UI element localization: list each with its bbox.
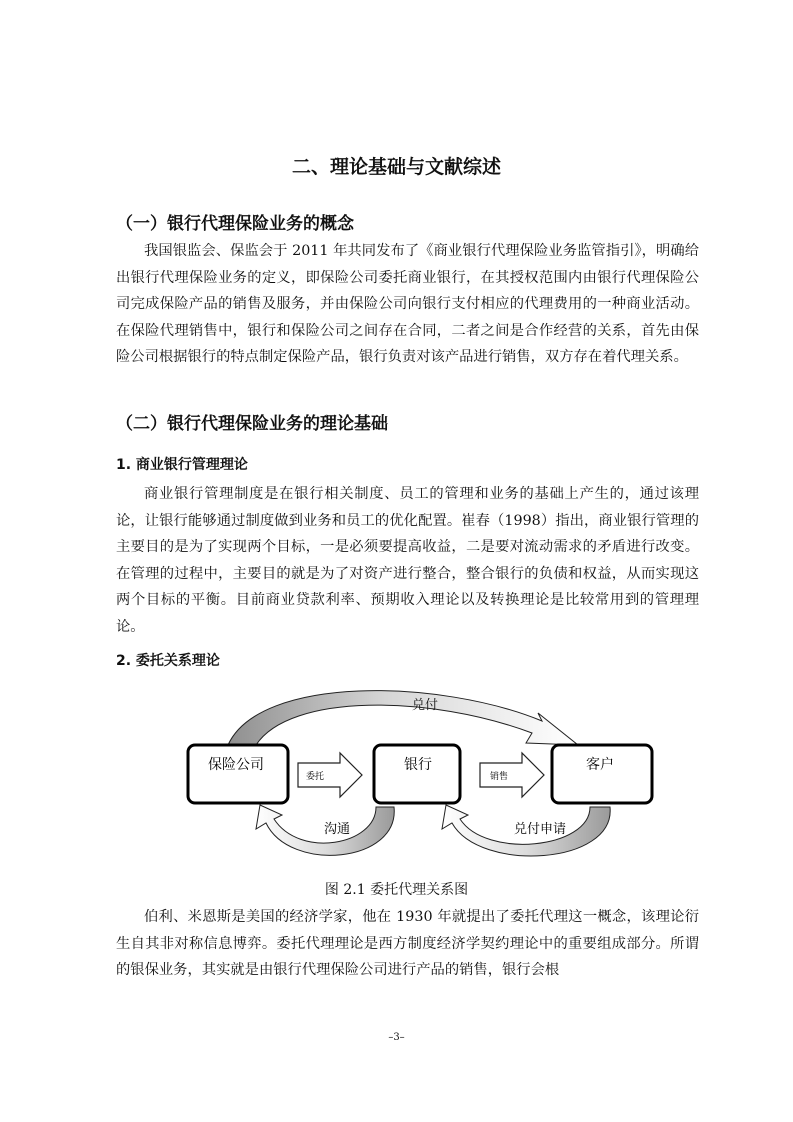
box-bank-label: 银行 — [404, 757, 432, 773]
box-insurer-label: 保险公司 — [208, 757, 264, 773]
top-curved-arrow — [228, 691, 578, 745]
box-insurer — [188, 745, 288, 803]
label-communication: 沟通 — [324, 822, 351, 837]
figure-caption: 图 2.1 委托代理关系图 — [324, 882, 469, 898]
subheading-bank-management: 1. 商业银行管理理论 — [116, 457, 248, 473]
section-heading-concept: （一）银行代理保险业务的概念 — [116, 214, 354, 234]
agency-relationship-diagram — [180, 683, 660, 868]
paragraph-agency-theory: 伯利、米恩斯是美国的经济学家，他在 1930 年就提出了委托代理这一概念，该理论衍生自其非对称信息博弈。委托代理理论是西方制度经济学契约理论中的重要组成部分。所谓的银保业务，其实就是由银行代理保险公司进行产品的销售，银行会根 — [116, 909, 699, 978]
paragraph-concept: 我国银监会、保监会于 2011 年共同发布了《商业银行代理保险业务监管指引》，明确给出银行代理保险业务的定义，即保险公司委托商业银行，在其授权范围内由银行代理保险公司完成保险产品的销售及服务，并由保险公司向银行支付相应的代理费用的一种商业活动。在保险代理销售中，银行和保险公司之间存在合同，二者之间是合作经营的关系，首先由保险公司根据银行的特点制定保险产品，银行负责对该产品进行销售，双方存在着代理关系。 — [116, 243, 699, 365]
box-customer-label: 客户 — [586, 757, 614, 773]
page-number: –3– — [388, 1032, 405, 1043]
paragraph-bank-management: 商业银行管理制度是在银行相关制度、员工的管理和业务的基础上产生的，通过该理论，让银行能够通过制度做到业务和员工的优化配置。崔春（1998）指出，商业银行管理的主要目的是为了实现两个目标，一是必须要提高收益，二是要对流动需求的矛盾进行改变。在管理的过程中，主要目的就是为了对资产进行整合，整合银行的负债和权益，从而实现这两个目标的平衡。目前商业贷款利率、预期收入理论以及转换理论是比较常用到的管理理论。 — [116, 486, 699, 635]
chapter-title: 二、理论基础与文献综述 — [291, 156, 501, 178]
box-customer — [552, 745, 652, 803]
label-redemption-application: 兑付申请 — [514, 822, 567, 837]
label-payout: 兑付 — [412, 698, 439, 713]
section-heading-theory: （二）银行代理保险业务的理论基础 — [116, 414, 388, 434]
subheading-agency-theory: 2. 委托关系理论 — [116, 653, 220, 669]
label-entrust: 委托 — [306, 772, 325, 782]
box-bank — [374, 745, 460, 803]
label-sales: 销售 — [490, 772, 509, 782]
